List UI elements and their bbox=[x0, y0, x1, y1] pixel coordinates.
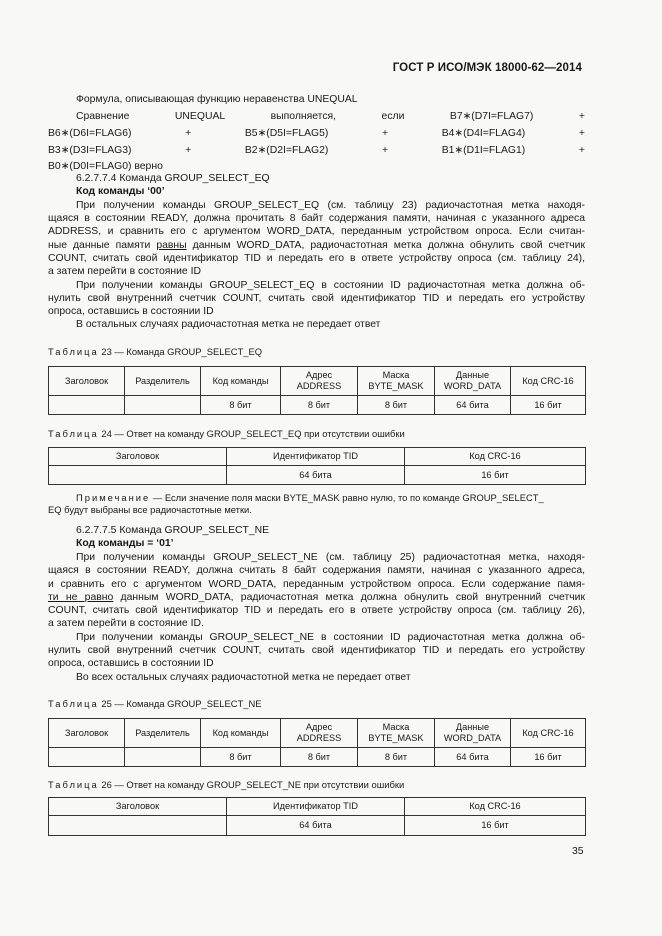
formula-cell: если bbox=[381, 111, 405, 122]
formula-row-2 bbox=[48, 127, 585, 140]
table-header-cell: Разделитель bbox=[125, 719, 201, 748]
table-cell: 8 бит bbox=[358, 748, 435, 767]
page-number: 35 bbox=[572, 846, 584, 857]
table-header-cell: Разделитель bbox=[125, 367, 201, 396]
table-cell bbox=[49, 816, 227, 836]
table-24 bbox=[48, 447, 586, 485]
paragraph-line: COUNT, считать свой идентификатор TID и передать его в ответе устройству опроса (см. таблицу 26), bbox=[48, 605, 585, 616]
caption-text: 24 — Ответ на команду GROUP_SELECT_EQ при отсутствии ошибки bbox=[98, 428, 405, 439]
paragraph-line: нулить свой внутренний счетчик COUNT, считать свой идентификатор TID и передать его устройству bbox=[48, 293, 585, 304]
table-24-caption bbox=[48, 428, 405, 440]
table-cell: 64 бита bbox=[227, 466, 405, 485]
caption-text: 25 — Команда GROUP_SELECT_NE bbox=[98, 698, 262, 709]
table-cell bbox=[125, 396, 201, 415]
caption-label: Таблица bbox=[48, 428, 99, 439]
underlined-text: ти не равно bbox=[48, 592, 114, 603]
formula-cell: B7∗(D7I=FLAG7) bbox=[449, 111, 534, 122]
paragraph-line: опроса, оставшись в состоянии ID bbox=[48, 306, 214, 317]
formula-cell: B2∗(D2I=FLAG2) bbox=[244, 145, 329, 156]
table-cell: 8 бит bbox=[358, 396, 435, 415]
table-cell bbox=[125, 748, 201, 767]
table-row bbox=[49, 396, 586, 415]
table-cell: 64 бита bbox=[435, 396, 511, 415]
table-header-cell: Маска BYTE_MASK bbox=[358, 367, 435, 396]
table-23 bbox=[48, 366, 586, 415]
paragraph-line: ADDRESS, и сравнить его с аргументом WORD_DATA, переданным устройством опроса. Если считан- bbox=[48, 226, 585, 237]
table-cell: 64 бита bbox=[435, 748, 511, 767]
note-line bbox=[48, 492, 585, 504]
table-26 bbox=[48, 797, 586, 836]
table-header-cell: Заголовок bbox=[49, 719, 125, 748]
table-header-cell: Заголовок bbox=[49, 448, 227, 466]
paragraph-line: При получении команды GROUP_SELECT_NE (см. таблицу 25) радиочастотная метка, находя- bbox=[76, 552, 585, 563]
table-row bbox=[49, 816, 586, 836]
caption-label: Таблица bbox=[48, 779, 99, 790]
table-cell: 8 бит bbox=[281, 396, 358, 415]
table-header-cell: Код команды bbox=[201, 367, 281, 396]
table-header-cell: Идентификатор TID bbox=[227, 798, 405, 816]
table-cell: 16 бит bbox=[405, 466, 586, 485]
table-cell bbox=[49, 748, 125, 767]
paragraph-line: При получении команды GROUP_SELECT_EQ в состоянии ID радиочастотная метка должна об- bbox=[76, 280, 585, 291]
paragraph-line: и сравнить его с аргументом WORD_DATA, переданным устройством опроса. Если содержание памя- bbox=[48, 579, 585, 590]
formula-cell: + bbox=[382, 145, 389, 156]
paragraph-line bbox=[48, 591, 585, 604]
note-text: — Если значение поля маски BYTE_MASK равно нулю, то по команде GROUP_SELECT_ bbox=[150, 492, 544, 503]
formula-cell: B3∗(D3I=FLAG3) bbox=[48, 145, 132, 156]
paragraph-line: щаяся в состоянии READY, должна прочитать 8 байт содержания памяти, начиная с указанного адреса bbox=[48, 213, 585, 224]
table-23-caption bbox=[48, 346, 262, 358]
formula-cell: + bbox=[578, 145, 585, 156]
formula-cell: B4∗(D4I=FLAG4) bbox=[441, 128, 526, 139]
table-cell: 16 бит bbox=[511, 748, 586, 767]
table-cell bbox=[49, 466, 227, 485]
table-header-cell: Адрес ADDRESS bbox=[281, 719, 358, 748]
paragraph-line: При получении команды GROUP_SELECT_NE в состоянии ID радиочастотная метка должна об- bbox=[76, 632, 585, 643]
section-ne-code: Код команды = ‘01’ bbox=[76, 538, 174, 549]
table-cell: 64 бита bbox=[227, 816, 405, 836]
table-header-cell: Код CRC-16 bbox=[511, 719, 586, 748]
paragraph-line: Во всех остальных случаях радиочастотной метка не передает ответ bbox=[76, 672, 411, 683]
table-header-cell: Данные WORD_DATA bbox=[435, 367, 511, 396]
note-label: Примечание bbox=[76, 492, 151, 503]
section-ne-heading: 6.2.7.7.5 Команда GROUP_SELECT_NE bbox=[76, 525, 270, 536]
document-header: ГОСТ Р ИСО/МЭК 18000-62—2014 bbox=[392, 62, 582, 74]
paragraph-line: В остальных случаях радиочастотная метка не передает ответ bbox=[76, 319, 381, 330]
paragraph-line: нулить свой внутренний счетчик COUNT, считать свой идентификатор TID и передать его устройству bbox=[48, 645, 585, 656]
table-cell: 8 бит bbox=[201, 396, 281, 415]
table-row bbox=[49, 748, 586, 767]
text-run: ные данные памяти bbox=[48, 240, 157, 251]
paragraph-line: а затем перейти в состояние ID. bbox=[48, 618, 204, 629]
table-header-row bbox=[49, 448, 586, 466]
formula-row-4: B0∗(D0I=FLAG0) верно bbox=[48, 161, 163, 172]
table-cell bbox=[49, 396, 125, 415]
table-26-caption bbox=[48, 779, 404, 791]
caption-text: 26 — Ответ на команду GROUP_SELECT_NE при отсутствии ошибки bbox=[98, 779, 405, 790]
table-25-caption bbox=[48, 698, 261, 710]
section-eq-code: Код команды ‘00’ bbox=[76, 186, 165, 197]
paragraph-line: опроса, оставшись в состоянии ID bbox=[48, 658, 214, 669]
table-cell: 8 бит bbox=[201, 748, 281, 767]
underlined-text: равны bbox=[156, 240, 187, 251]
formula-cell: B6∗(D6I=FLAG6) bbox=[48, 128, 132, 139]
caption-text: 23 — Команда GROUP_SELECT_EQ bbox=[98, 346, 263, 357]
paragraph-line: COUNT, считать свой идентификатор TID и передать его в ответе устройству опроса (см. таблицу 24), bbox=[48, 253, 585, 264]
table-cell: 8 бит bbox=[281, 748, 358, 767]
formula-cell: + bbox=[185, 128, 192, 139]
section-eq-heading: 6.2.7.7.4 Команда GROUP_SELECT_EQ bbox=[76, 173, 270, 184]
table-25 bbox=[48, 718, 586, 767]
formula-cell: B1∗(D1I=FLAG1) bbox=[441, 145, 526, 156]
formula-cell: + bbox=[578, 111, 585, 122]
table-header-cell: Код CRC-16 bbox=[405, 798, 586, 816]
table-header-cell: Заголовок bbox=[49, 367, 125, 396]
caption-label: Таблица bbox=[48, 698, 99, 709]
table-header-row bbox=[49, 367, 586, 396]
note-line: EQ будут выбраны все радиочастотные метки. bbox=[48, 504, 252, 515]
table-header-cell: Идентификатор TID bbox=[227, 448, 405, 466]
unequal-intro: Формула, описывающая функцию неравенства UNEQUAL bbox=[76, 94, 358, 105]
formula-cell: + bbox=[578, 128, 585, 139]
text-run: данным WORD_DATA, радиочастотная метка должна обнулить свой счетчик bbox=[186, 240, 586, 251]
formula-cell: выполняется, bbox=[270, 111, 337, 122]
formula-row-3 bbox=[48, 144, 585, 157]
paragraph-line: а затем перейти в состояние ID bbox=[48, 266, 201, 277]
formula-cell: UNEQUAL bbox=[174, 111, 226, 122]
table-header-cell: Код CRC-16 bbox=[511, 367, 586, 396]
formula-cell: + bbox=[185, 145, 192, 156]
paragraph-line: При получении команды GROUP_SELECT_EQ (см. таблицу 23) радиочастотная метка находя- bbox=[76, 200, 585, 211]
table-header-cell: Код команды bbox=[201, 719, 281, 748]
text-run: данным WORD_DATA, радиочастотная метка должна обнулить свой внутренний счетчик bbox=[113, 592, 586, 603]
table-header-row bbox=[49, 719, 586, 748]
table-row bbox=[49, 466, 586, 485]
formula-cell: Сравнение bbox=[76, 111, 130, 122]
formula-cell: B5∗(D5I=FLAG5) bbox=[244, 128, 329, 139]
caption-label: Таблица bbox=[48, 346, 99, 357]
table-header-cell: Маска BYTE_MASK bbox=[358, 719, 435, 748]
table-cell: 16 бит bbox=[405, 816, 586, 836]
table-header-cell: Код CRC-16 bbox=[405, 448, 586, 466]
table-header-row bbox=[49, 798, 586, 816]
formula-cell: + bbox=[382, 128, 389, 139]
table-header-cell: Адрес ADDRESS bbox=[281, 367, 358, 396]
table-header-cell: Данные WORD_DATA bbox=[435, 719, 511, 748]
table-header-cell: Заголовок bbox=[49, 798, 227, 816]
paragraph-line bbox=[48, 239, 585, 252]
paragraph-line: щаяся в состоянии READY, должна считать 8 байт содержания памяти, начиная с указанного адреса, bbox=[48, 565, 585, 576]
table-cell: 16 бит bbox=[511, 396, 586, 415]
formula-row-1 bbox=[48, 110, 585, 123]
